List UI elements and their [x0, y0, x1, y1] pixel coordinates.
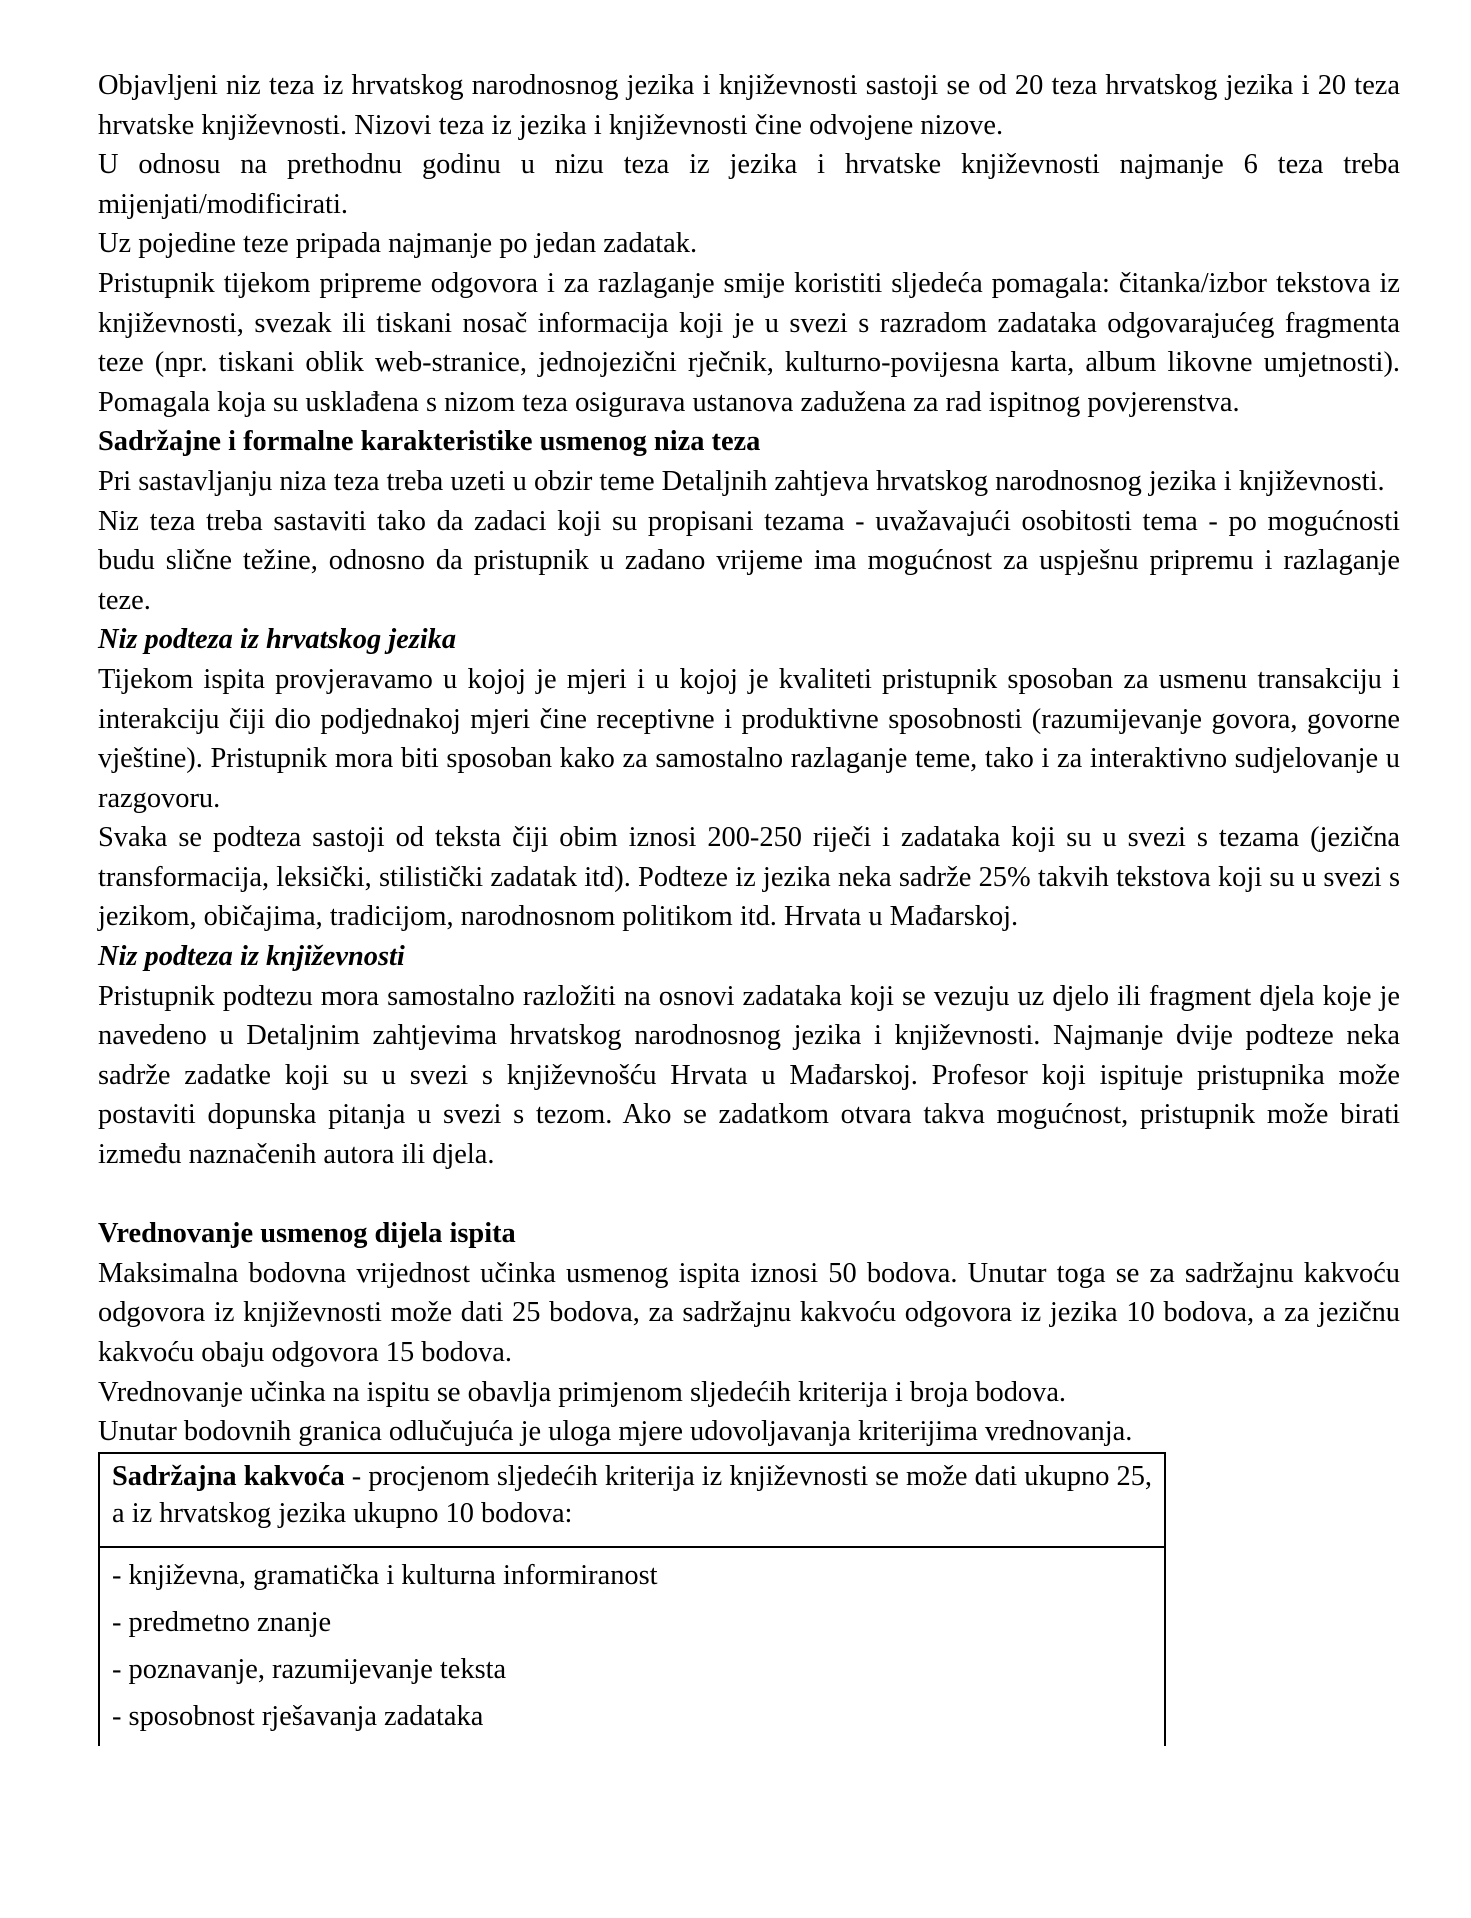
- criteria-table: [98, 1452, 1166, 1746]
- paragraph-subthesis-text: Svaka se podteza sastoji od teksta čiji obim iznosi 200-250 riječi i zadataka koji su u svezi s tezama (jezična transformacija, leksički, stilistički zadatak itd). Podteze iz jezika neka sadrže 25% takvih tekstova koji su u svezi s jezikom, običajima, tradicijom, narodnosnom politikom itd. Hrvata u Mađarskoj.: [98, 822, 1400, 933]
- criteria-item: - poznavanje, razumijevanje teksta: [112, 1653, 507, 1685]
- paragraph-difficulty: Niz teza treba sastaviti tako da zadaci koji su propisani tezama - uvažavajući osobitosti tema - po mogućnosti budu slične težine, odnosno da pristupnik u zadano vrijeme ima mogućnost za uspješnu pripremu i razlaganje teze.: [98, 505, 1400, 616]
- heading-literature-subtheses: Niz podteza iz književnosti: [98, 941, 405, 973]
- paragraph-evaluation-criteria: Vrednovanje učinka na ispitu se obavlja primjenom sljedećih kriterija i broja bodova.: [98, 1376, 1067, 1408]
- criteria-list-row: [99, 1547, 1165, 1746]
- heading-language-subtheses: Niz podteza iz hrvatskog jezika: [98, 624, 457, 656]
- criteria-list-cell: [99, 1547, 1165, 1746]
- criteria-header-text: - procjenom sljedećih kriterija iz književnosti se može dati ukupno 25, a iz hrvatskog jezika ukupno 10 bodova:: [112, 1460, 1153, 1529]
- criteria-item: - predmetno znanje: [112, 1606, 332, 1638]
- paragraph-point-limits: Unutar bodovnih granica odlučujuća je uloga mjere udovoljavanja kriterijima vrednovanja.: [98, 1416, 1133, 1448]
- paragraph-tasks: Uz pojedine teze pripada najmanje po jedan zadatak.: [98, 228, 698, 260]
- document-page: [98, 66, 1400, 1746]
- paragraph-exam-check: Tijekom ispita provjeravamo u kojoj je mjeri i u kojoj je kvaliteti pristupnik sposoban za usmenu transakciju i interakciju čiji dio podjednakoj mjeri čine receptivne i produktivne sposobnosti (razumijevanje govora, govorne vještine). Pristupnik mora biti sposoban kako za samostalno razlaganje teme, tako i za interaktivno sudjelovanje u razgovoru.: [98, 663, 1400, 814]
- paragraph-composition: Pri sastavljanju niza teza treba uzeti u obzir teme Detaljnih zahtjeva hrvatskog narodnosnog jezika i književnosti.: [98, 465, 1385, 497]
- criteria-item: - književna, gramatička i kulturna informiranost: [112, 1559, 658, 1591]
- blank-line: [98, 1175, 1400, 1215]
- paragraph-literature-task: Pristupnik podtezu mora samostalno razložiti na osnovi zadataka koji se vezuju uz djelo ili fragment djela koje je navedeno u Detaljnim zahtjevima hrvatskog narodnosnog jezika i književnosti. Najmanje dvije podteze neka sadrže zadatke koji su u svezi s književnošću Hrvata u Mađarskoj. Profesor koji ispituje pristupnika može postaviti dopunska pitanja u svezi s tezom. Ako se zadatkom otvara takva mogućnost, pristupnik može birati između naznačenih autora ili djela.: [98, 980, 1400, 1171]
- heading-characteristics: Sadržajne i formalne karakteristike usmenog niza teza: [98, 426, 761, 458]
- paragraph-modification: U odnosu na prethodnu godinu u nizu teza iz jezika i hrvatske književnosti najmanje 6 teza treba mijenjati/modificirati.: [98, 149, 1400, 220]
- paragraph-aids: Pristupnik tijekom pripreme odgovora i za razlaganje smije koristiti sljedeća pomagala: čitanka/izbor tekstova iz književnosti, svezak ili tiskani nosač informacija koji je u svezi s razradom zadataka odgovarajućeg fragmenta teze (npr. tiskani oblik web-stranice, jednojezični rječnik, kulturno-povijesna karta, album likovne umjetnosti). Pomagala koja su usklađena s nizom teza osigurava ustanova zadužena za rad ispitnog povjerenstva.: [98, 267, 1400, 418]
- criteria-item: - sposobnost rješavanja zadataka: [112, 1700, 484, 1732]
- criteria-header-cell: [99, 1453, 1165, 1547]
- criteria-header-bold: Sadržajna kakvoća: [112, 1460, 345, 1492]
- paragraph-max-points: Maksimalna bodovna vrijednost učinka usmenog ispita iznosi 50 bodova. Unutar toga se za sadržajnu kakvoću odgovora iz književnosti može dati 25 bodova, za sadržajnu kakvoću odgovora iz jezika 10 bodova, a za jezičnu kakvoću obaju odgovora 15 bodova.: [98, 1257, 1400, 1368]
- criteria-header-row: [99, 1453, 1165, 1547]
- heading-evaluation: Vrednovanje usmenog dijela ispita: [98, 1218, 516, 1250]
- paragraph-thesis-series: Objavljeni niz teza iz hrvatskog narodnosnog jezika i književnosti sastoji se od 20 teza hrvatskog jezika i 20 teza hrvatske književnosti. Nizovi teza iz jezika i književnosti čine odvojene nizove.: [98, 70, 1400, 141]
